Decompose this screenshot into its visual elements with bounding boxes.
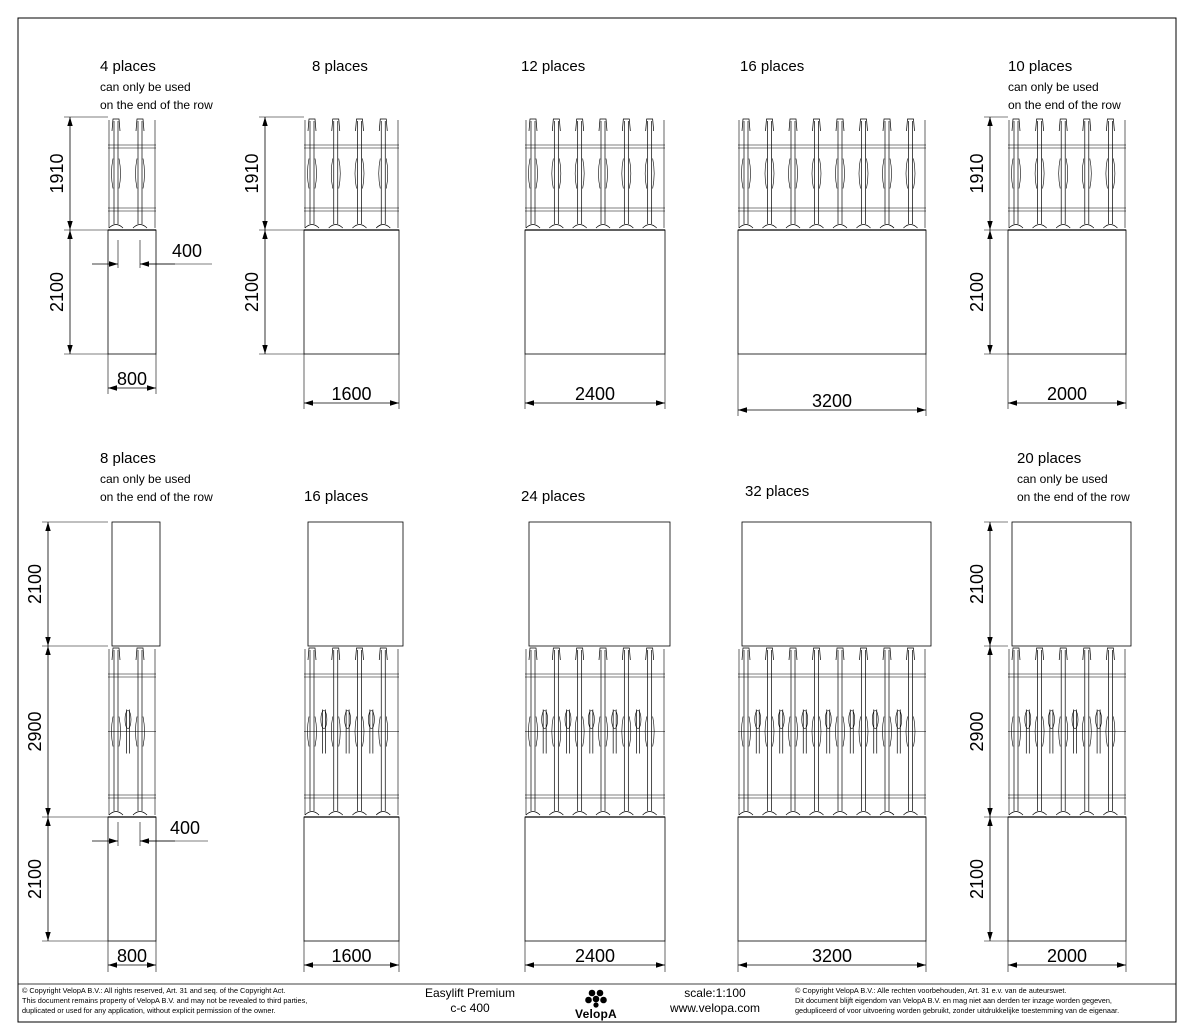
rack-head [1012,648,1020,660]
rack-foot [1009,225,1023,229]
rack-head [136,648,144,660]
layout-title: 20 places [1017,450,1082,467]
rack-head [646,648,654,660]
bicycle-rack [1008,648,1126,817]
width-dimension-label: 1600 [331,946,372,966]
rack-head [356,648,364,660]
rack-guide [645,159,647,189]
rack-foot [596,812,610,816]
rack-wheel-lower [778,711,784,729]
copyright-nl-line-3: gedupliceerd of voor uitvoering worden gebruikt, zonder uitdrukkelijke toestemming van de eigenaar. [795,1006,1120,1015]
rack-head [813,119,821,131]
rack-foot [549,812,563,816]
rack-guide [1043,159,1045,189]
rack-guide [742,159,744,189]
rack-head [860,648,868,660]
layout-b1 [25,450,213,972]
rack-head [529,119,537,131]
rack-guide [143,159,145,189]
rack-head [907,119,915,131]
layout-note-1: can only be used [100,472,191,486]
rack-head [332,119,340,131]
layout-note-2: on the end of the row [100,490,213,504]
rack-head [622,119,630,131]
rack-guide [1035,159,1037,189]
rack-foot [880,812,894,816]
rack-foot [904,225,918,229]
rack-foot [1056,225,1070,229]
rack-foot [376,225,390,229]
rack-foot [833,812,847,816]
rack-foot [329,812,343,816]
depth-dimension-label: 2900 [967,711,987,752]
rack-guide [867,159,869,189]
layout-b2 [304,488,403,972]
rack-head [112,648,120,660]
rack-foot [763,812,777,816]
rack-head [622,648,630,660]
aisle-box [525,230,665,354]
rack-guide [1106,159,1108,189]
layout-t2 [242,58,399,409]
rack-guide [812,159,814,189]
layout-title: 32 places [745,483,810,500]
bicycle-rack [738,119,926,230]
layout-note-1: can only be used [100,80,191,94]
width-dimension-label: 3200 [811,946,853,966]
rack-guide [529,159,531,189]
rack-foot [109,225,123,229]
layout-title: 16 places [740,58,805,75]
width-dimension-label: 1600 [331,384,372,404]
rack-guide [765,159,767,189]
rack-foot [596,225,610,229]
center-to-center: c-c 400 [450,1001,490,1015]
rack-wheel-lower [849,711,855,729]
width-dimension-label: 3200 [811,391,853,411]
aisle-dimension-label: 2100 [25,858,45,900]
copyright-nl-line-1: © Copyright VelopA B.V.: Alle rechten voorbehouden, Art. 31 e.v. van de auteurswet. [795,986,1067,995]
rack-wheel-lower [896,711,902,729]
rack-foot [353,812,367,816]
rack-foot [1056,812,1070,816]
rack-guide [552,159,554,189]
rack-guide [749,159,751,189]
rack-head [379,648,387,660]
aisle-box [738,817,926,941]
rack-guide [622,159,624,189]
rack-foot [305,225,319,229]
rack-wheel-lower [1025,711,1031,729]
copyright-en-line-2: This document remains property of VelopA B.V. and may not be revealed to third parties, [22,996,308,1005]
rack-foot [353,225,367,229]
rack-head [742,648,750,660]
rack-head [883,648,891,660]
rack-guide [629,159,631,189]
rack-foot [643,225,657,229]
scale-block [640,986,790,1022]
rack-foot [810,812,824,816]
rack-guide [796,159,798,189]
brand-name: VelopA [575,1007,617,1021]
width-dimension-label: 2400 [574,946,616,966]
rack-head [789,119,797,131]
rack-head [646,119,654,131]
copyright-en-line-1: © Copyright VelopA B.V.: All rights reserved, Art. 31 and seq. of the Copyright Act. [22,986,286,995]
rack-head [1059,119,1067,131]
rack-guide [883,159,885,189]
top-aisle-dimension-label: 2100 [967,563,987,605]
layout-note-1: can only be used [1017,472,1108,486]
bicycle-rack [738,648,926,817]
depth-dimension-label: 2900 [25,711,45,752]
layout-note-2: on the end of the row [1008,98,1121,112]
rack-guide [112,159,114,189]
rack-head [1106,119,1114,131]
product-block [400,986,540,1022]
rack-guide [583,159,585,189]
rack-wheel-lower [1072,711,1078,729]
rack-foot [904,812,918,816]
rack-guide [906,159,908,189]
rack-foot [1033,812,1047,816]
aisle-dimension-label: 2100 [47,271,67,313]
rack-foot [573,812,587,816]
rack-head [1083,648,1091,660]
top-aisle-box [742,522,931,646]
rack-guide [136,159,138,189]
rack-foot [857,225,871,229]
rack-head [599,648,607,660]
rack-foot [526,812,540,816]
layout-title: 4 places [100,58,156,75]
rack-foot [643,812,657,816]
rack-foot [833,225,847,229]
rack-guide [859,159,861,189]
layout-t4 [738,58,926,416]
product-name: Easylift Premium [424,986,516,1000]
aisle-box [738,230,926,354]
layout-b3 [521,488,670,972]
rack-wheel-lower [825,711,831,729]
rack-foot [619,225,633,229]
rack-foot [133,225,147,229]
rack-guide [1059,159,1061,189]
rack-guide [1019,159,1021,189]
rack-guide [575,159,577,189]
velopa-logo [566,988,626,1022]
rack-foot [573,225,587,229]
rack-guide [836,159,838,189]
rack-foot [619,812,633,816]
rack-foot [1103,225,1117,229]
rack-head [1012,119,1020,131]
rack-head [379,119,387,131]
rack-guide [355,159,357,189]
rack-foot [739,812,753,816]
rack-guide [599,159,601,189]
aisle-box [525,817,665,941]
rack-guide [1066,159,1068,189]
rack-guide [363,159,365,189]
rack-guide [1090,159,1092,189]
aisle-dimension-label: 2100 [967,858,987,900]
layout-title: 24 places [521,488,586,505]
rack-head [1036,119,1044,131]
rack-head [766,648,774,660]
rack-guide [843,159,845,189]
depth-dimension-label: 1910 [47,153,67,194]
rack-head [136,119,144,131]
rack-foot [133,812,147,816]
layout-t1 [47,58,213,394]
width-dimension-label: 2000 [1046,384,1088,404]
rack-foot [109,812,123,816]
rack-guide [773,159,775,189]
rack-guide [315,159,317,189]
aisle-box [1008,817,1126,941]
width-dimension-label: 2000 [1046,946,1088,966]
rack-head [742,119,750,131]
rack-head [789,648,797,660]
rack-head [1059,648,1067,660]
rack-head [836,119,844,131]
rack-head [813,648,821,660]
rack-wheel-lower [802,711,808,729]
rack-guide [119,159,121,189]
rack-head [308,648,316,660]
top-aisle-box [1012,522,1131,646]
width-dimension-label: 800 [116,369,148,389]
rack-foot [1103,812,1117,816]
rack-head [836,648,844,660]
bicycle-rack [1008,119,1126,230]
rack-head [883,119,891,131]
rack-head [332,648,340,660]
copyright-nl-line-2: Dit document blijft eigendom van VelopA B.V. en mag niet aan derden ter inzage worden gegeven, [795,996,1112,1005]
rack-foot [763,225,777,229]
layouts-group [25,58,1131,972]
cc-dimension-label: 400 [172,241,203,261]
layout-title: 8 places [312,58,368,75]
bicycle-rack [108,119,156,230]
rack-wheel-lower [368,711,374,729]
rack-wheel-lower [321,711,327,729]
cc-dimension-label: 400 [170,818,201,838]
rack-guide [653,159,655,189]
rack-guide [1113,159,1115,189]
rack-guide [379,159,381,189]
top-aisle-box [529,522,670,646]
rack-foot [786,812,800,816]
rack-foot [1080,225,1094,229]
rack-foot [329,225,343,229]
rack-guide [606,159,608,189]
rack-head [599,119,607,131]
rack-guide [559,159,561,189]
scale: scale:1:100 [684,986,746,1000]
rack-foot [526,225,540,229]
copyright-en-line-3: duplicated or used for any application, without explicit permission of the owner. [22,1006,276,1015]
rack-guide [1082,159,1084,189]
rack-wheel-lower [1096,711,1102,729]
rack-wheel-lower [345,711,351,729]
aisle-box [108,230,156,354]
rack-foot [376,812,390,816]
depth-dimension-label: 1910 [967,153,987,194]
rack-guide [890,159,892,189]
rack-guide [339,159,341,189]
aisle-box [304,230,399,354]
rack-head [1106,648,1114,660]
rack-wheel-lower [872,711,878,729]
rack-wheel-lower [635,711,641,729]
rack-foot [549,225,563,229]
rack-guide [820,159,822,189]
sheet-border [18,18,1176,1022]
layout-t3 [521,58,665,409]
rack-head [552,648,560,660]
bicycle-rack [525,648,665,817]
bicycle-rack [304,119,399,230]
rack-wheel-lower [588,711,594,729]
aisle-dimension-label: 2100 [242,271,262,313]
rack-guide [308,159,310,189]
rack-foot [810,225,824,229]
top-aisle-box [308,522,403,646]
rack-foot [739,225,753,229]
rack-wheel-lower [125,711,131,729]
rack-head [860,119,868,131]
rack-head [576,119,584,131]
rack-foot [1080,812,1094,816]
rack-foot [786,225,800,229]
aisle-box [1008,230,1126,354]
depth-dimension-label: 1910 [242,153,262,194]
rack-foot [857,812,871,816]
layout-note-2: on the end of the row [100,98,213,112]
rack-guide [386,159,388,189]
rack-foot [1033,225,1047,229]
bicycle-rack [108,648,156,817]
rack-wheel-lower [542,711,548,729]
rack-head [552,119,560,131]
rack-guide [536,159,538,189]
rack-guide [331,159,333,189]
velopa-logo-icon [584,988,608,1008]
rack-head [112,119,120,131]
rack-guide [1012,159,1014,189]
rack-head [766,119,774,131]
layout-title: 16 places [304,488,369,505]
layout-t5 [967,58,1126,409]
top-aisle-dimension-label: 2100 [25,563,45,605]
layout-title: 10 places [1008,58,1073,75]
aisle-box [108,817,156,941]
rack-head [1036,648,1044,660]
rack-head [576,648,584,660]
bicycle-rack [304,648,399,817]
rack-head [907,648,915,660]
rack-head [308,119,316,131]
rack-wheel-lower [1048,711,1054,729]
rack-foot [880,225,894,229]
rack-wheel-lower [755,711,761,729]
rack-wheel-lower [612,711,618,729]
rack-guide [789,159,791,189]
rack-wheel-lower [565,711,571,729]
rack-head [356,119,364,131]
copyright-dutch [795,986,1175,1022]
rack-head [529,648,537,660]
layout-title: 8 places [100,450,156,467]
aisle-box [304,817,399,941]
rack-foot [1009,812,1023,816]
layout-title: 12 places [521,58,586,75]
rack-foot [305,812,319,816]
layout-note-1: can only be used [1008,80,1099,94]
rack-guide [914,159,916,189]
top-aisle-box [112,522,160,646]
copyright-english [22,986,402,1022]
website: www.velopa.com [669,1001,761,1015]
layout-b4 [738,483,931,972]
rack-head [1083,119,1091,131]
width-dimension-label: 2400 [574,384,616,404]
layout-b5 [967,450,1131,972]
width-dimension-label: 800 [116,946,148,966]
bicycle-rack [525,119,665,230]
aisle-dimension-label: 2100 [967,271,987,313]
layout-note-2: on the end of the row [1017,490,1130,504]
